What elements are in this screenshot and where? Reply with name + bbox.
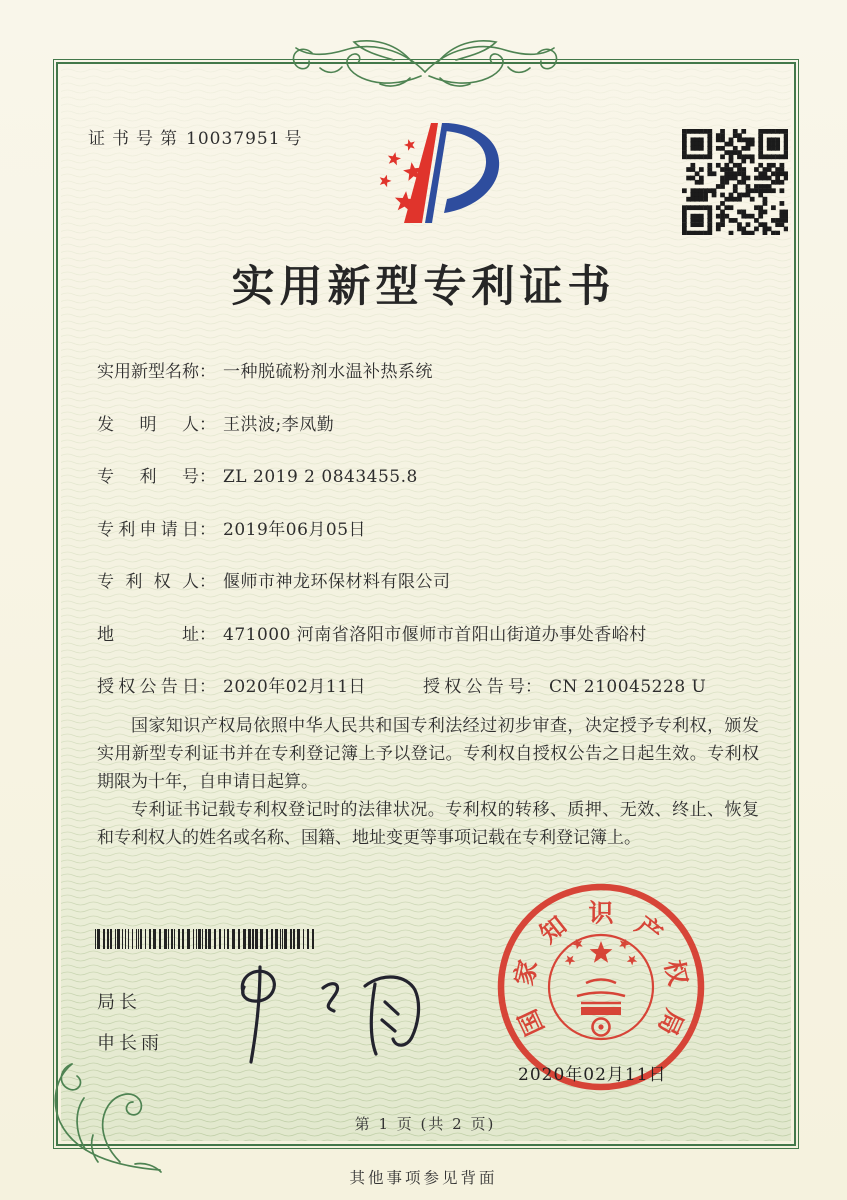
page-number: 第 1 页 (共 2 页) (354, 1115, 496, 1133)
seal-emblem-gate (577, 980, 625, 1036)
field-grant-date (97, 677, 762, 697)
barcode (95, 929, 317, 949)
field-label: 授权公告日 (97, 677, 199, 697)
certificate-number-prefix: 证书号第 (88, 129, 184, 149)
field-value: 2019年06月05日 (223, 519, 367, 540)
svg-text:国: 国 (512, 1005, 550, 1040)
svg-text:局: 局 (652, 1005, 690, 1040)
corner-flourish-ornament (40, 1052, 175, 1177)
signature-shen-changyu (225, 962, 435, 1067)
certificate-number-suffix: 号 (284, 129, 302, 149)
field-value: 王洪波;李凤勤 (223, 414, 335, 435)
field-utility-model-name (97, 362, 762, 382)
field-patent-number (97, 467, 762, 487)
field-label: 授权公告号 (423, 677, 525, 697)
field-filing-date (97, 520, 762, 540)
field-value: CN 210045228 U (549, 677, 707, 697)
field-colon: ： (199, 624, 216, 645)
certificate-number (88, 124, 302, 149)
field-colon: ： (199, 519, 216, 540)
field-label: 发明人 (97, 414, 199, 435)
field-value: 偃师市神龙环保材料有限公司 (223, 572, 451, 592)
field-label: 专利权人 (97, 572, 199, 592)
field-label: 专利号 (97, 467, 199, 487)
field-colon: ： (199, 572, 216, 592)
field-patentee (97, 572, 762, 592)
official-name: 申长雨 (97, 1033, 163, 1054)
field-value: 471000 河南省洛阳市偃师市首阳山街道办事处香峪村 (223, 624, 647, 645)
svg-text:权: 权 (659, 957, 693, 989)
legal-paragraph-1: 国家知识产权局依照中华人民共和国专利法经过初步审查，决定授予专利权，颁发实用新型专利证书并在专利登记簿上予以登记。专利权自授权公告之日起生效。专利权期限为十年，自申请日起算。 (97, 716, 759, 792)
field-colon: ： (199, 467, 216, 487)
qr-code (682, 129, 788, 235)
svg-text:家: 家 (509, 957, 543, 989)
official-role: 局长 (97, 992, 141, 1013)
field-inventors (97, 415, 762, 435)
top-flourish-ornament (290, 26, 560, 106)
field-grant-publication-number (423, 677, 706, 697)
svg-text:知: 知 (534, 910, 572, 949)
certificate-fields (97, 362, 762, 730)
legal-paragraph-2: 专利证书记载专利权登记时的法律状况。专利权的转移、质押、无效、终止、恢复和专利权人的姓名或名称、国籍、地址变更等事项记载在专利登记簿上。 (97, 800, 759, 848)
cnipa-logo (358, 115, 503, 233)
reverse-side-note: 其他事项参见背面 (349, 1169, 498, 1187)
field-colon: ： (199, 414, 216, 435)
field-label: 实用新型名称 (97, 362, 199, 382)
field-address (97, 625, 762, 645)
field-value: 一种脱硫粉剂水温补热系统 (223, 362, 433, 382)
seal-date: 2020年02月11日 (518, 1065, 667, 1085)
officials-block (97, 988, 163, 1055)
svg-text:识: 识 (588, 898, 614, 928)
legal-text (97, 712, 759, 852)
logo-blue-p (444, 123, 499, 213)
field-colon: ： (199, 362, 216, 382)
field-colon: ： (525, 677, 542, 697)
field-label: 地址 (97, 624, 199, 645)
certificate-number-value: 10037951 (186, 129, 281, 149)
certificate-title: 实用新型专利证书 (231, 262, 616, 312)
field-value: ZL 2019 2 0843455.8 (223, 467, 418, 487)
field-colon: ： (199, 677, 216, 697)
svg-text:产: 产 (630, 910, 668, 949)
field-value: 2020年02月11日 (223, 677, 367, 697)
field-label: 专利申请日 (97, 519, 199, 540)
